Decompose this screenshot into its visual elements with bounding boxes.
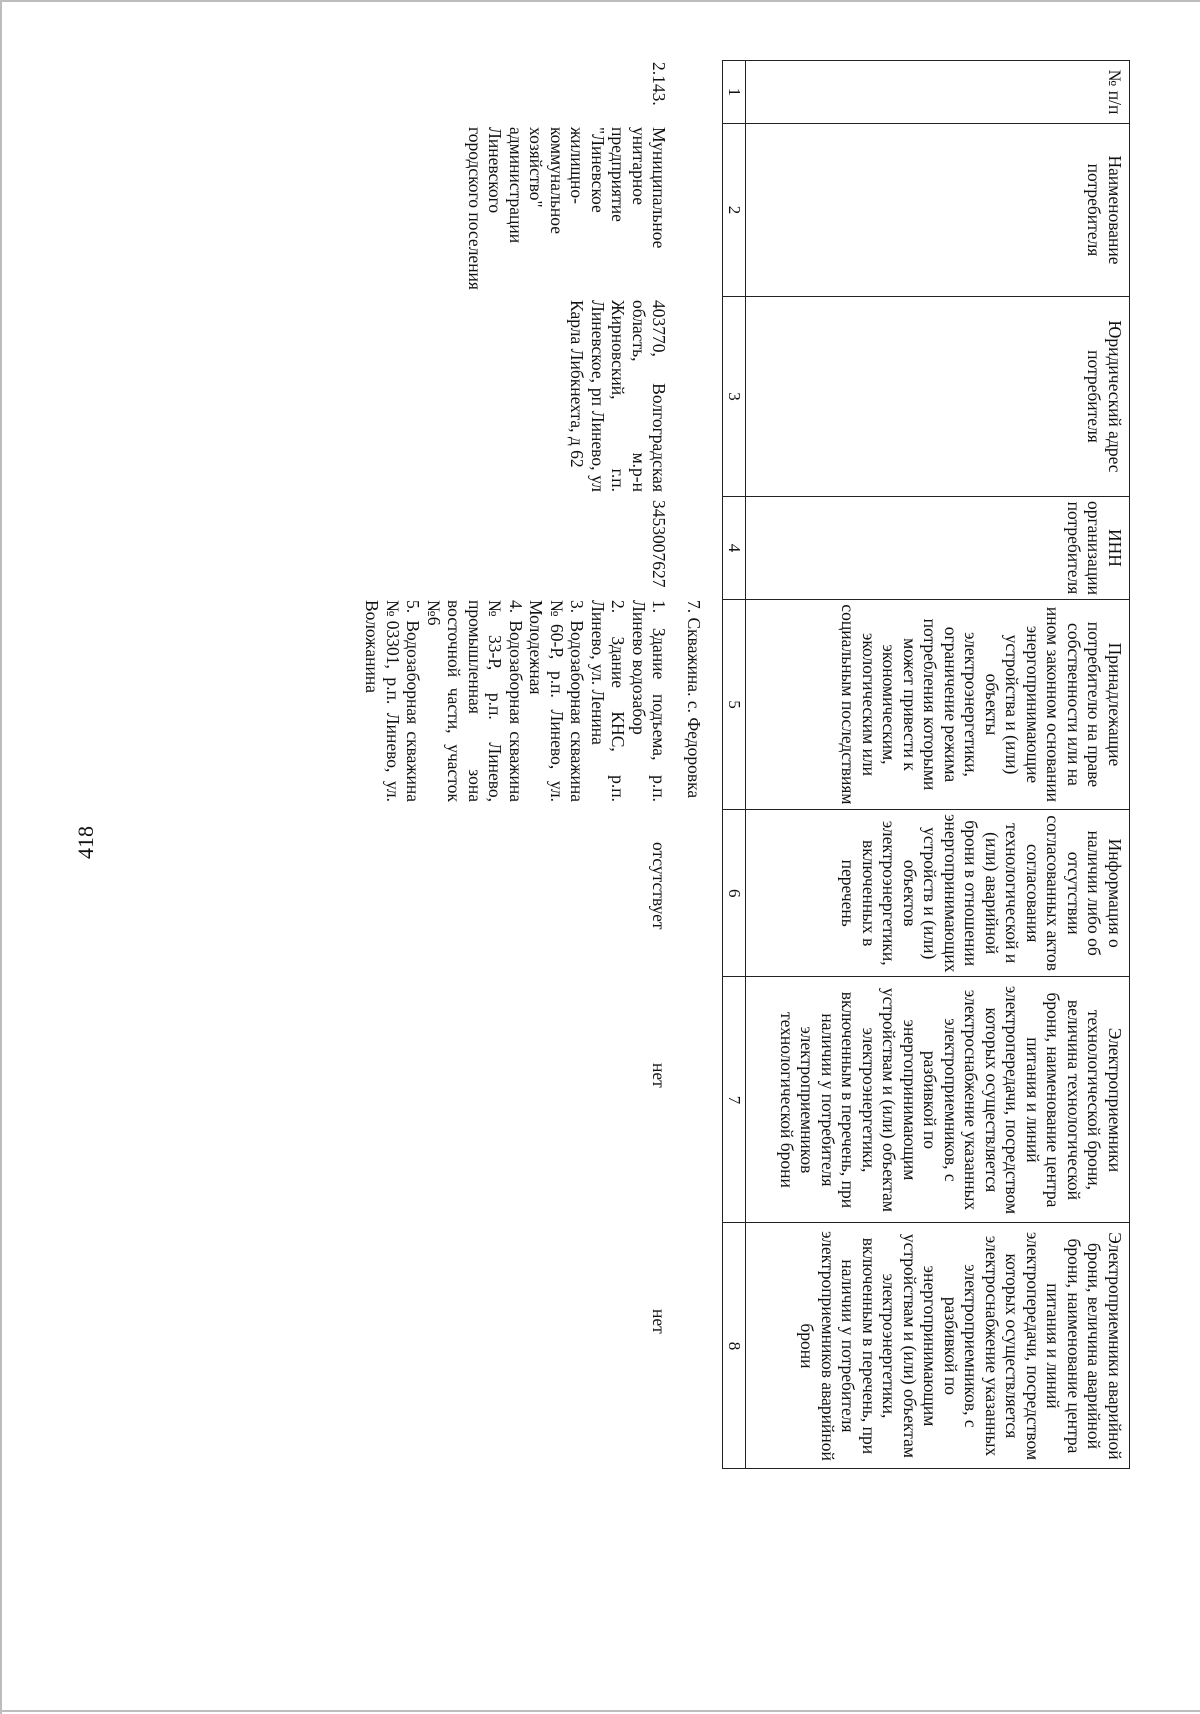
column-number-row (723, 61, 746, 1469)
header-cell-4: ИНН организации потребителя (746, 497, 1130, 600)
column-number-6: 6 (723, 809, 746, 976)
table-row (358, 60, 674, 1460)
scan-edge-bottom (0, 1710, 1200, 1712)
header-cell-1: № п/п (746, 61, 1130, 124)
header-cell-2: Наименование потребителя (746, 124, 1130, 297)
column-number-4: 4 (723, 497, 746, 600)
legal-address: 403770, Волгоградская область, м.р-н Жирновский, г.п. Линевское, рп Линево, ул Карла Либкнехта, д 62 (567, 300, 670, 492)
consumer-name: Муниципальное унитарное предприятие "Линевское жилищно-коммунальное хозяйство" администрации Линевского городского поселения (465, 127, 670, 290)
device-item: 4. Водозаборная скважина №33-Р, р.п. Линево, промышленная зона восточной части, участок №6 (424, 600, 526, 802)
inn: 3453007627 (649, 500, 670, 588)
device-item: 1. Здание подъема, р.п. Линево водозабор (629, 600, 670, 802)
agreement-info: отсутствует (649, 842, 670, 930)
header-cell-3: Юридический адрес потребителя (746, 297, 1130, 497)
column-number-8: 8 (723, 1223, 746, 1469)
header-cell-6: Информация о наличии либо об отсутствии согласованных актов согласования технологической и (или) аварийной брони в отношении энергопринимающих устройств и (или) объектов электроэнергетики, включенных в перечень (746, 809, 1130, 976)
header-cell-8: Электроприемники аварийной брони, величина аварийной брони, наименование центра питания и линий электропередачи, посредством которых осуществляется электроснабжение указанных электроприемников, с разбивкой по энергопринимающим устройствам и (или) объектам электроэнергетики, включенным в перечень, при наличии у потребителя электроприемников аварийной брони (746, 1223, 1130, 1469)
scan-edge-top (0, 0, 1200, 2)
devices-cell (358, 596, 674, 806)
header-cell-5: Принадлежащие потребителю на праве собственности или на ином законном основании энергопринимающие устройства и (или) объекты электроэнергетики, ограничение режима потребления которыми может привести к экономическим, экологическим или социальным последствиям (746, 599, 1130, 809)
column-number-1: 1 (723, 61, 746, 124)
device-item: 3. Водозаборная скважина №60-Р, р.п. Линево, ул. Молодежная (526, 600, 588, 802)
tech-reserve: нет (649, 1063, 670, 1088)
header-table (722, 60, 1130, 1469)
emergency-reserve: нет (649, 1309, 670, 1334)
device-item: 5. Водозаборная скважина №03301, р.п. Линево, ул. Воложанина (362, 600, 424, 802)
header-row (746, 61, 1130, 1469)
header-cell-7: Электроприемники технологической брони, величина технологической брони, наименование центра питания и линий электропередачи, посредством которых осуществляется электроснабжение указанных электроприемников, с разбивкой по энергопринимающим устройствам и (или) объектам электроэнергетики, включенным в перечень, при наличии у потребителя электроприемников технологической брони (746, 977, 1130, 1223)
device-item: 2. Здание КНС, р.п. Линево, ул. Ленина (588, 600, 629, 802)
rotated-table-area (80, 60, 1130, 1650)
scan-edge-left (0, 0, 2, 1714)
preceding-item: 7. Скважина. с. Федоровка (684, 600, 704, 799)
column-number-7: 7 (723, 977, 746, 1223)
entry-number: 2.143. (649, 62, 670, 106)
column-number-2: 2 (723, 124, 746, 297)
continuation-row (674, 60, 723, 1460)
column-number-3: 3 (723, 297, 746, 497)
column-number-5: 5 (723, 599, 746, 809)
page-number: 418 (73, 826, 98, 860)
entries-table (358, 60, 722, 1460)
